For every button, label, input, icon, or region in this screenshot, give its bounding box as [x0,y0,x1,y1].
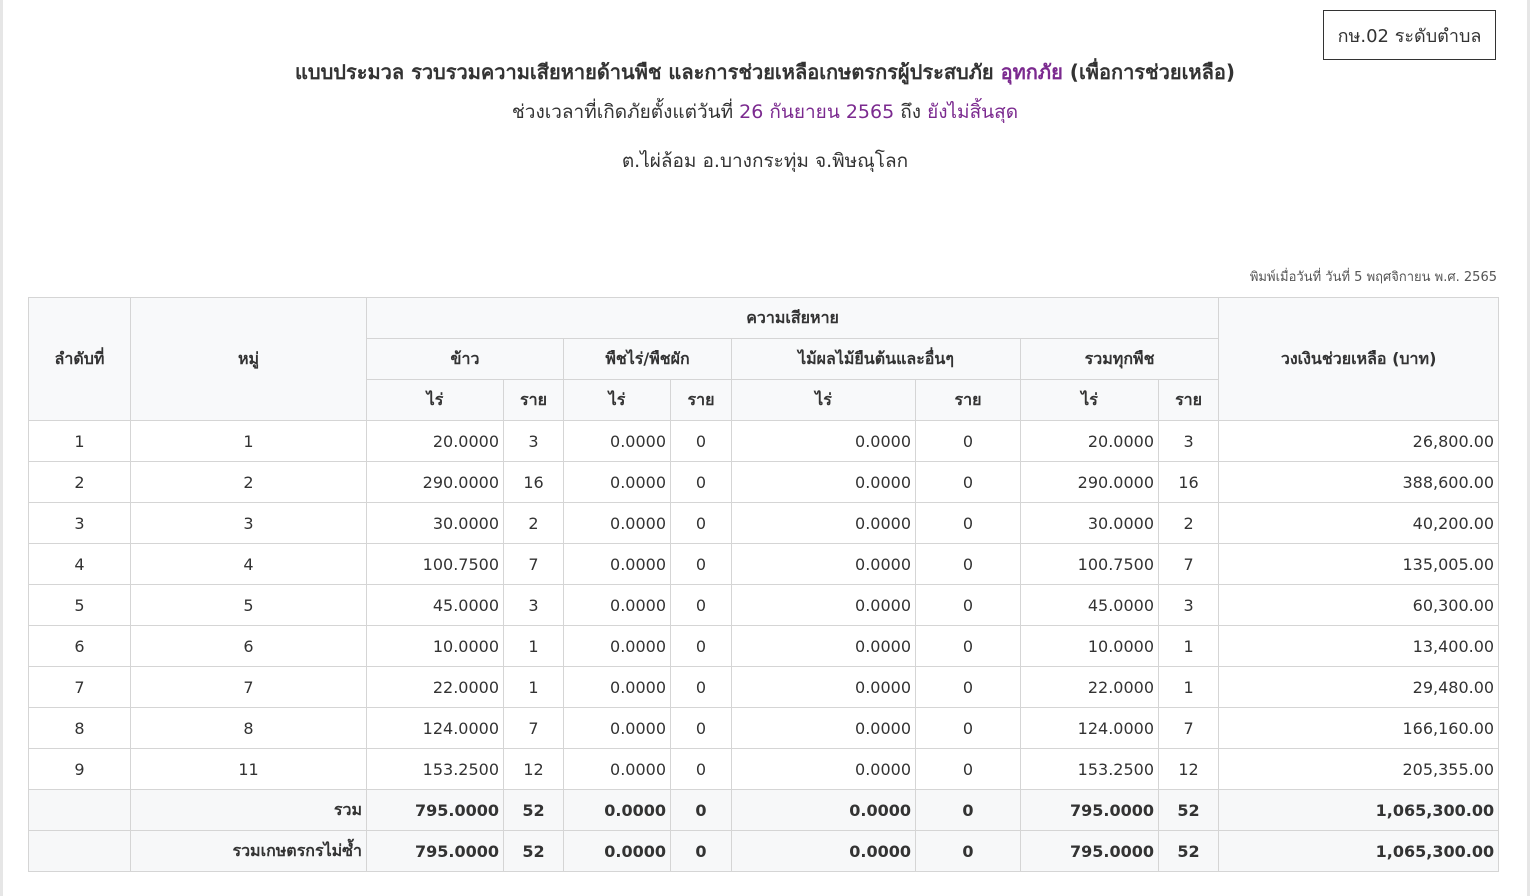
cell-aid: 205,355.00 [1219,749,1499,790]
cell-order: 3 [29,503,131,544]
total-rice-n: 52 [504,790,564,831]
cell-village: 1 [131,421,367,462]
header-village: หมู่ [131,298,367,421]
table-row [29,585,1499,626]
total-fruit-n: 0 [916,790,1021,831]
cell-rice-n: 1 [504,667,564,708]
page-border-left [0,0,3,896]
cell-rice-rai: 22.0000 [367,667,504,708]
header-all-crops: รวมทุกพืช [1021,339,1219,380]
cell-rice-n: 1 [504,626,564,667]
cell-fruit-n: 0 [916,462,1021,503]
cell-field-rai: 0.0000 [564,503,671,544]
cell-aid: 135,005.00 [1219,544,1499,585]
cell-rice-rai: 153.2500 [367,749,504,790]
cell-fruit-n: 0 [916,421,1021,462]
cell-aid: 26,800.00 [1219,421,1499,462]
cell-rice-rai: 20.0000 [367,421,504,462]
cell-rice-rai: 30.0000 [367,503,504,544]
cell-all-rai: 290.0000 [1021,462,1159,503]
cell-field-n: 0 [671,421,732,462]
cell-field-rai: 0.0000 [564,749,671,790]
cell-village: 6 [131,626,367,667]
cell-all-rai: 20.0000 [1021,421,1159,462]
cell-field-n: 0 [671,708,732,749]
table-row [29,421,1499,462]
cell-fruit-rai: 0.0000 [732,667,916,708]
cell-order: 1 [29,421,131,462]
total-label: รวม [131,790,367,831]
cell-all-rai: 153.2500 [1021,749,1159,790]
cell-rice-n: 12 [504,749,564,790]
total-field-n: 0 [671,790,732,831]
cell-rice-rai: 10.0000 [367,626,504,667]
report-location: ต.ไผ่ล้อม อ.บางกระทุ่ม จ.พิษณุโลก [621,150,909,172]
cell-aid: 388,600.00 [1219,462,1499,503]
cell-aid: 29,480.00 [1219,667,1499,708]
title-suffix: (เพื่อการช่วยเหลือ) [1069,60,1236,84]
form-code-box: กษ.02 ระดับตำบล [1323,10,1496,60]
cell-field-n: 0 [671,585,732,626]
cell-order: 2 [29,462,131,503]
cell-aid: 60,300.00 [1219,585,1499,626]
cell-order: 8 [29,708,131,749]
cell-all-rai: 30.0000 [1021,503,1159,544]
header-rice-rai: ไร่ [367,380,504,421]
table-row [29,667,1499,708]
total-all-rai: 795.0000 [1021,831,1159,872]
cell-village: 7 [131,667,367,708]
cell-all-rai: 100.7500 [1021,544,1159,585]
header-all-rai: ไร่ [1021,380,1159,421]
cell-field-n: 0 [671,503,732,544]
cell-field-rai: 0.0000 [564,585,671,626]
header-fruit-rai: ไร่ [732,380,916,421]
cell-aid: 40,200.00 [1219,503,1499,544]
cell-village: 8 [131,708,367,749]
total-fruit-rai: 0.0000 [732,790,916,831]
period-end-date: ยังไม่สิ้นสุด [927,101,1019,123]
period-middle: ถึง [900,101,922,123]
total-field-rai: 0.0000 [564,831,671,872]
header-fruit-trees: ไม้ผลไม้ยืนต้นและอื่นๆ [732,339,1021,380]
cell-fruit-rai: 0.0000 [732,421,916,462]
cell-field-n: 0 [671,667,732,708]
header-field-crops: พืชไร่/พืชผัก [564,339,732,380]
cell-village: 2 [131,462,367,503]
cell-village: 5 [131,585,367,626]
total-rice-rai: 795.0000 [367,790,504,831]
cell-order: 5 [29,585,131,626]
total-all-n: 52 [1159,790,1219,831]
cell-all-n: 1 [1159,626,1219,667]
cell-all-rai: 45.0000 [1021,585,1159,626]
cell-fruit-n: 0 [916,585,1021,626]
cell-rice-n: 7 [504,708,564,749]
cell-field-rai: 0.0000 [564,544,671,585]
cell-fruit-rai: 0.0000 [732,708,916,749]
cell-fruit-rai: 0.0000 [732,544,916,585]
total-row [29,831,1499,872]
header-aid: วงเงินช่วยเหลือ (บาท) [1219,298,1499,421]
table-row [29,462,1499,503]
cell-rice-n: 16 [504,462,564,503]
total-field-rai: 0.0000 [564,790,671,831]
cell-field-n: 0 [671,462,732,503]
disaster-type: อุทกภัย [1000,60,1063,84]
cell-field-rai: 0.0000 [564,626,671,667]
cell-all-n: 7 [1159,708,1219,749]
cell-village: 4 [131,544,367,585]
cell-fruit-n: 0 [916,749,1021,790]
table-body [29,421,1499,872]
cell-rice-rai: 100.7500 [367,544,504,585]
cell-order: 9 [29,749,131,790]
period-start-date: 26 กันยายน 2565 [739,101,895,123]
cell-all-n: 12 [1159,749,1219,790]
cell-empty [29,831,131,872]
header-rice-households: ราย [504,380,564,421]
cell-all-rai: 124.0000 [1021,708,1159,749]
cell-village: 11 [131,749,367,790]
cell-all-n: 3 [1159,421,1219,462]
disaster-period [0,97,1530,127]
cell-fruit-n: 0 [916,544,1021,585]
cell-rice-rai: 290.0000 [367,462,504,503]
total-aid: 1,065,300.00 [1219,790,1499,831]
title-prefix: แบบประมวล รวบรวมความเสียหายด้านพืช และการช่วยเหลือเกษตรกรผู้ประสบภัย [294,60,994,84]
cell-rice-n: 2 [504,503,564,544]
cell-all-n: 2 [1159,503,1219,544]
header-order: ลำดับที่ [29,298,131,421]
table-row [29,544,1499,585]
cell-all-rai: 10.0000 [1021,626,1159,667]
total-all-n: 52 [1159,831,1219,872]
cell-field-rai: 0.0000 [564,421,671,462]
cell-fruit-n: 0 [916,667,1021,708]
header-field-rai: ไร่ [564,380,671,421]
period-prefix: ช่วงเวลาที่เกิดภัยตั้งแต่วันที่ [511,101,734,123]
cell-fruit-n: 0 [916,626,1021,667]
cell-fruit-rai: 0.0000 [732,585,916,626]
print-date: พิมพ์เมื่อวันที่ วันที่ 5 พฤศจิกายน พ.ศ. 2565 [1249,270,1497,285]
cell-field-n: 0 [671,544,732,585]
header-all-households: ราย [1159,380,1219,421]
header-rice: ข้าว [367,339,564,380]
cell-order: 7 [29,667,131,708]
cell-rice-n: 3 [504,421,564,462]
cell-rice-n: 3 [504,585,564,626]
cell-rice-rai: 124.0000 [367,708,504,749]
cell-empty [29,790,131,831]
header-fruit-households: ราย [916,380,1021,421]
total-rice-n: 52 [504,831,564,872]
cell-fruit-rai: 0.0000 [732,503,916,544]
cell-field-rai: 0.0000 [564,462,671,503]
cell-aid: 166,160.00 [1219,708,1499,749]
cell-fruit-rai: 0.0000 [732,626,916,667]
cell-field-rai: 0.0000 [564,667,671,708]
damage-report-table [28,297,1499,872]
table-row [29,626,1499,667]
cell-field-n: 0 [671,749,732,790]
total-field-n: 0 [671,831,732,872]
cell-all-n: 3 [1159,585,1219,626]
total-aid: 1,065,300.00 [1219,831,1499,872]
total-rice-rai: 795.0000 [367,831,504,872]
table-row [29,749,1499,790]
total-label: รวมเกษตรกรไม่ซ้ำ [131,831,367,872]
cell-all-n: 16 [1159,462,1219,503]
cell-all-n: 7 [1159,544,1219,585]
header-damage: ความเสียหาย [367,298,1219,339]
cell-fruit-n: 0 [916,503,1021,544]
cell-fruit-n: 0 [916,708,1021,749]
cell-fruit-rai: 0.0000 [732,749,916,790]
report-title [0,56,1530,88]
cell-village: 3 [131,503,367,544]
cell-aid: 13,400.00 [1219,626,1499,667]
cell-rice-n: 7 [504,544,564,585]
table-row [29,503,1499,544]
total-fruit-rai: 0.0000 [732,831,916,872]
cell-field-n: 0 [671,626,732,667]
total-fruit-n: 0 [916,831,1021,872]
table-row [29,708,1499,749]
cell-order: 4 [29,544,131,585]
cell-rice-rai: 45.0000 [367,585,504,626]
total-row [29,790,1499,831]
total-all-rai: 795.0000 [1021,790,1159,831]
cell-field-rai: 0.0000 [564,708,671,749]
cell-fruit-rai: 0.0000 [732,462,916,503]
cell-all-n: 1 [1159,667,1219,708]
cell-all-rai: 22.0000 [1021,667,1159,708]
header-field-households: ราย [671,380,732,421]
cell-order: 6 [29,626,131,667]
